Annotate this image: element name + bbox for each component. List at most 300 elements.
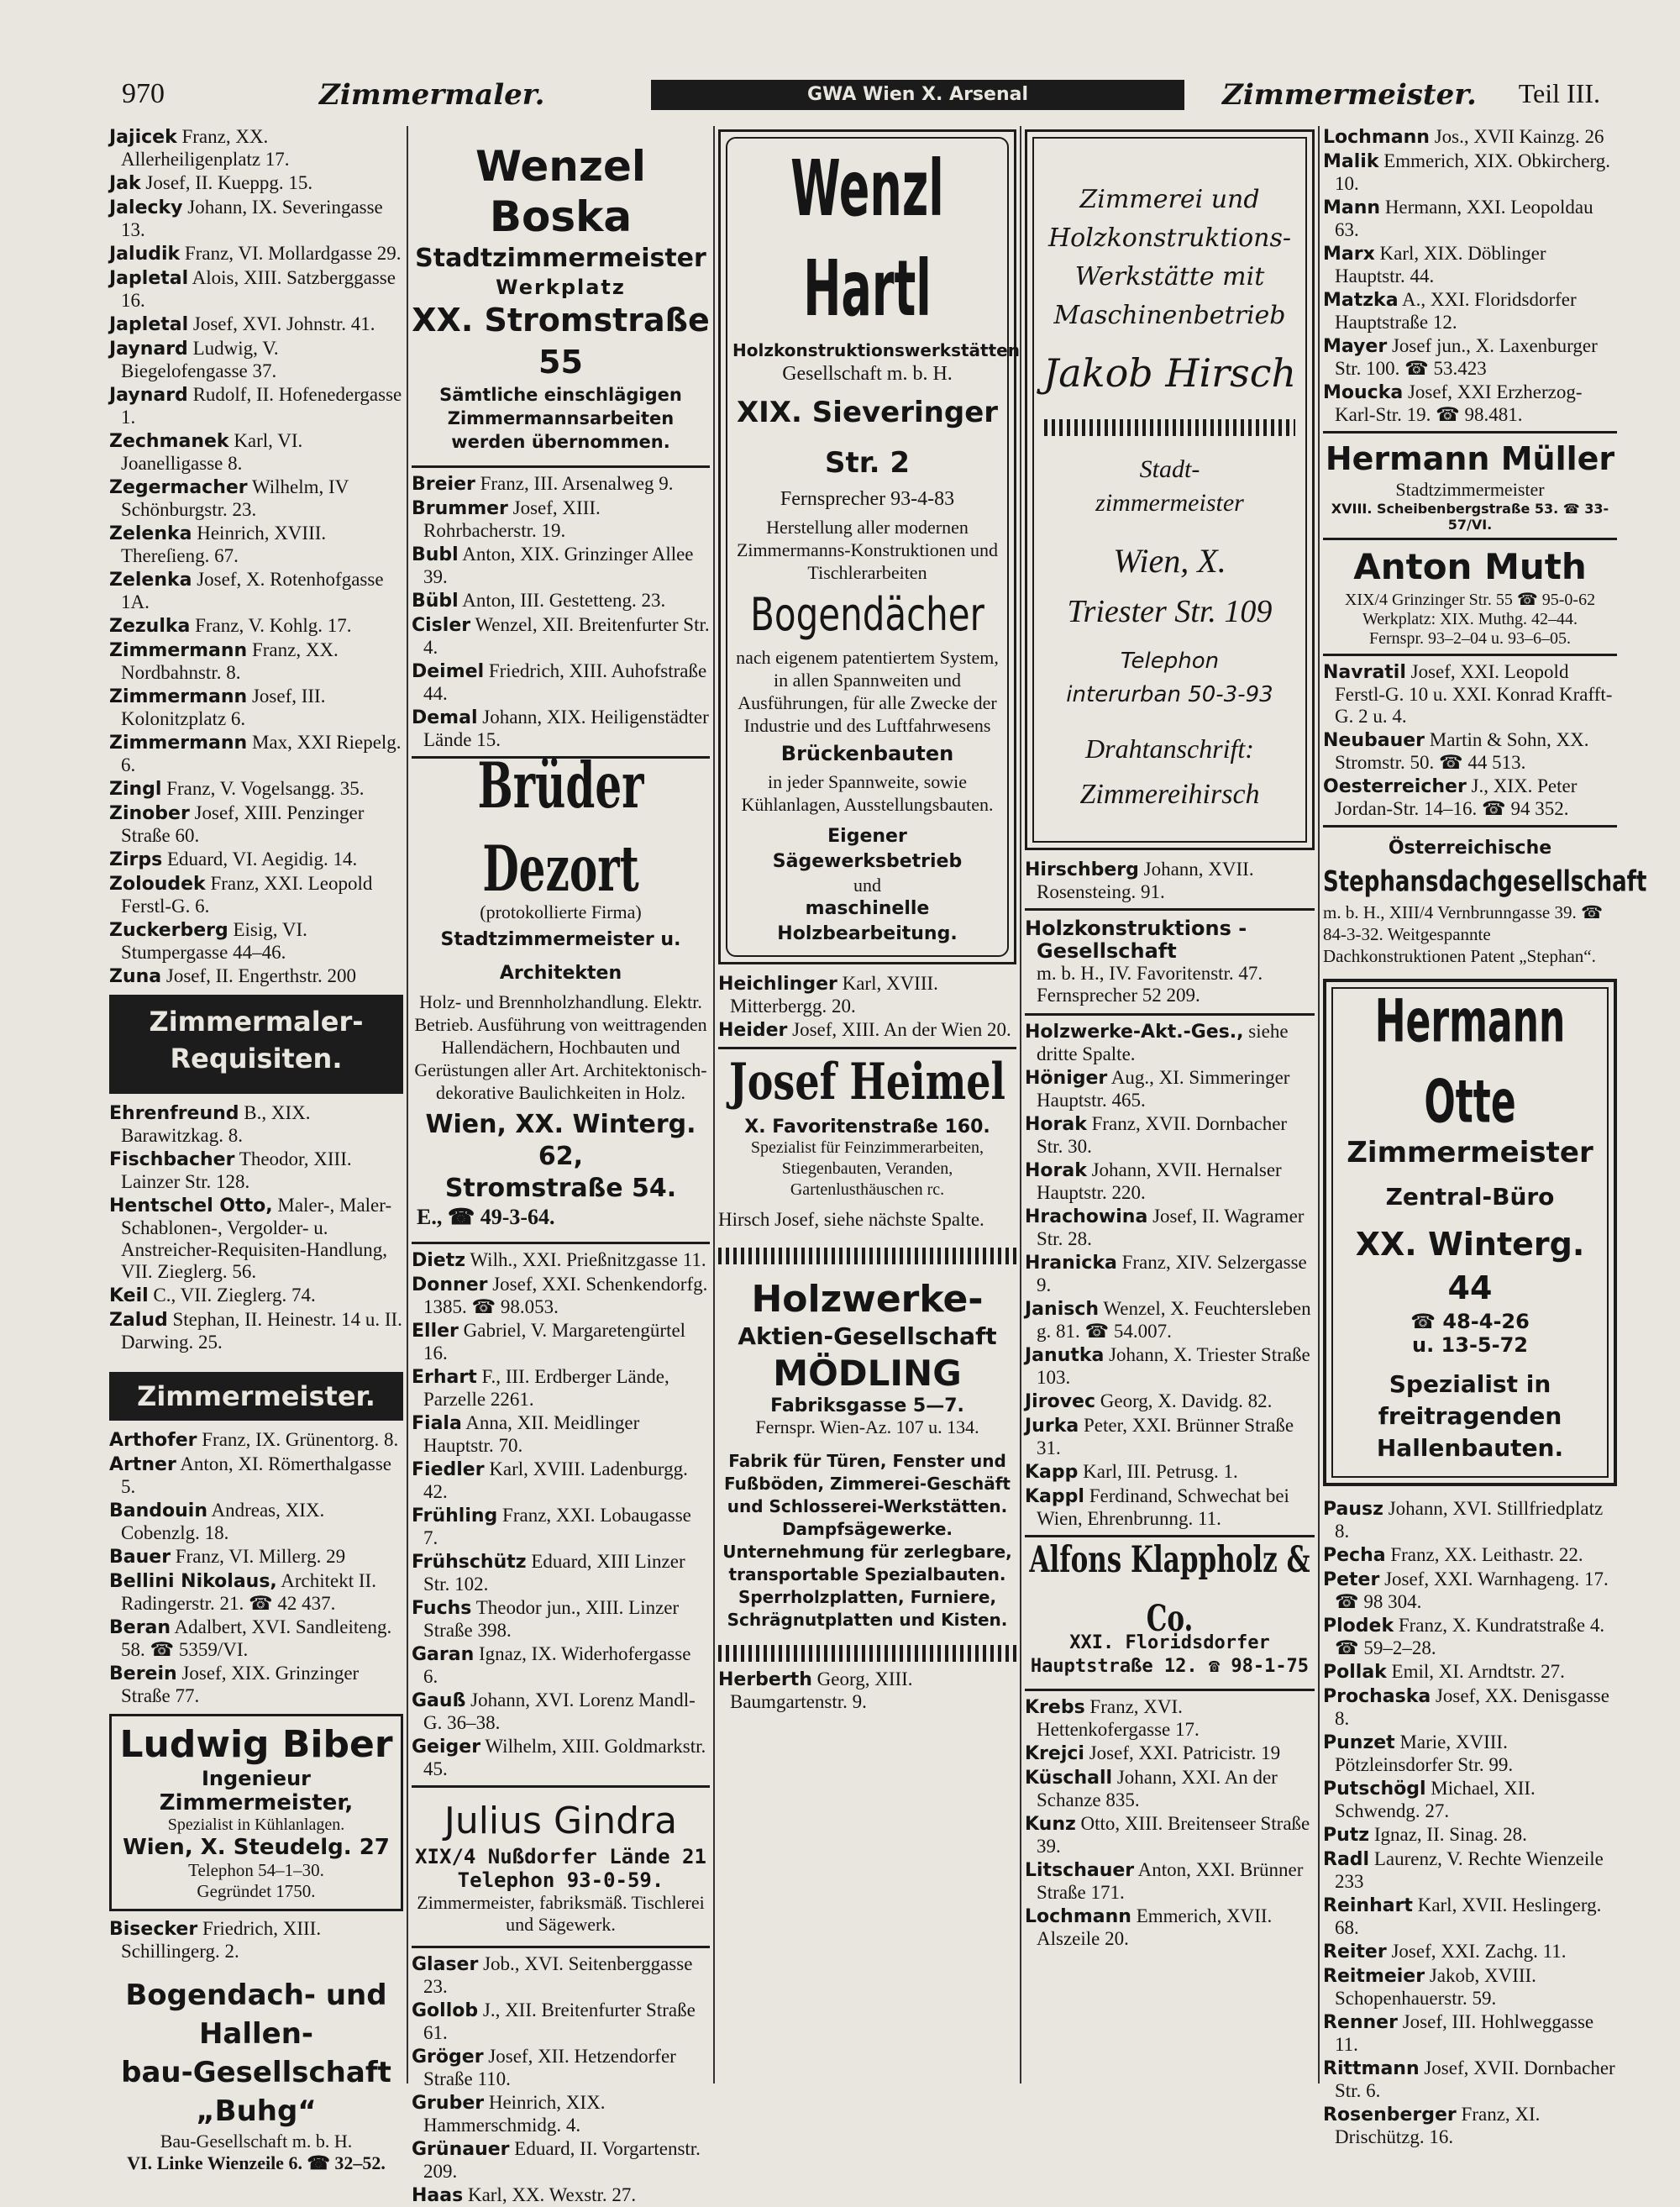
entry-name: Jaludik <box>109 244 181 265</box>
entry-name: Reitmeier <box>1323 1966 1425 1987</box>
entry-list <box>109 1429 403 1707</box>
list-item <box>1025 1113 1315 1158</box>
list-item <box>109 778 403 801</box>
entry-text: Franz, X. Kundratstraße 4. ☎ 59–2–28. <box>1335 1615 1605 1658</box>
entry-text: Josef, XVI. Johnstr. 41. <box>192 313 375 334</box>
left-running-title: Zimmermaler. <box>319 78 545 112</box>
ad-line: Fabriksgasse 5—7. <box>770 1395 964 1416</box>
entry-text: Emil, XI. Arndtstr. 27. <box>1391 1661 1565 1682</box>
entry-name: Garan <box>412 1644 475 1665</box>
divider <box>718 1047 1016 1049</box>
ad-line: Eigener Sägewerksbetrieb <box>772 826 963 872</box>
entry-name: Ehrenfreund <box>109 1103 239 1124</box>
entry-text: Wilhelm, XIII. Goldmarkstr. 45. <box>423 1736 706 1779</box>
list-item <box>412 590 710 612</box>
list-item <box>1323 1498 1617 1542</box>
entry-name: Dietz <box>412 1250 466 1271</box>
ad-line: Holzkonstruktions- <box>1047 223 1292 253</box>
entry-name: Eller <box>412 1321 459 1342</box>
ad-name: Alfons Klappholz & Co. <box>1029 1538 1310 1641</box>
column-rule <box>407 126 408 2084</box>
entry-text: Karl, XX. Wexstr. 27. <box>467 2184 637 2205</box>
entry-text: Josef, XXI. Schenkendorfg. 1385. ☎ 98.053. <box>423 1274 708 1317</box>
list-item <box>109 1285 403 1307</box>
ad-line: Fernspr. Wien-Az. 107 u. 134. <box>755 1416 979 1437</box>
entry-name: Bubl <box>412 544 459 565</box>
ad-line: Triester Str. 109 <box>1067 594 1273 629</box>
entry-name: Bauer <box>109 1547 171 1568</box>
list-item <box>109 313 403 336</box>
entry-text: Anton, XXI. Brünner Straße 171. <box>1037 1859 1304 1903</box>
ad-line: Zimmereihirsch <box>1079 779 1260 810</box>
entry-name: Grünauer <box>412 2139 510 2160</box>
entry-name: Zuna <box>109 966 162 987</box>
ad-line: ☎ 48-4-26 <box>1410 1310 1530 1333</box>
entry-name: Zinober <box>109 803 190 824</box>
ad-anton-muth <box>1323 545 1617 649</box>
entry-name: Neubauer <box>1323 730 1425 751</box>
divider <box>1025 1013 1315 1016</box>
ad-stephansdach <box>1323 834 1647 967</box>
entry-text: Johann, XVII. Rosensteing. 91. <box>1037 859 1254 902</box>
list-item <box>1323 1569 1617 1613</box>
list-item <box>109 1663 403 1707</box>
ad-ludwig-biber <box>109 1714 403 1911</box>
column-1 <box>109 126 403 2173</box>
ad-name: Wenzl Hartl <box>790 144 944 334</box>
entry-text: Heinrich, XIX. Hammerschmidg. 4. <box>423 2092 606 2136</box>
list-item <box>109 384 403 428</box>
list-item <box>1025 1390 1315 1413</box>
list-item <box>109 1570 403 1615</box>
entry-name: Mayer <box>1323 336 1388 357</box>
entry-name: Fiala <box>412 1413 462 1434</box>
entry-name: Zirps <box>109 849 163 870</box>
list-item <box>1323 126 1617 149</box>
entry-text: Ignaz, II. Sinag. 28. <box>1373 1824 1527 1845</box>
entry-text: Heinrich, XVIII. Thereſieng. 67. <box>121 523 327 566</box>
list-item <box>412 1643 710 1688</box>
ad-line: Holz- und Brennholzhandlung. Elektr. Betrieb. Ausführung von weittragenden Hallendächern, Hochbauten und Gerüstungen aller Art. Architektonisch-dekorative Baulichkeiten in Holz. <box>414 991 707 1103</box>
entry-list <box>109 126 403 988</box>
list-item <box>109 1429 403 1452</box>
ad-line: Stadtzimmermeister <box>1395 479 1545 500</box>
entry-name: Gauß <box>412 1690 466 1711</box>
entry-name: Gröger <box>412 2047 484 2068</box>
entry-text: Georg, XIII. Baumgartenstr. 9. <box>730 1668 913 1712</box>
entry-name: Fiedler <box>412 1459 485 1480</box>
entry-name: Frühling <box>412 1505 498 1527</box>
entry-name: Glaser <box>412 1954 479 1975</box>
entry-text: Aug., XI. Simmeringer Hauptstr. 465. <box>1037 1067 1290 1111</box>
entry-name: Jak <box>109 173 141 194</box>
list-item <box>1025 1696 1315 1741</box>
ad-line: Spezialist in Kühlanlagen. <box>167 1816 345 1834</box>
entry-name: Zelenka <box>109 523 192 544</box>
entry-name: Deimel <box>412 661 485 682</box>
ad-line: Stadtzimmermeister <box>415 244 706 273</box>
entry-text: Adalbert, XVI. Sandleiteng. 58. ☎ 5359/VI. <box>121 1616 392 1660</box>
list-item <box>1025 1767 1315 1811</box>
entry-text: Franz, XX. Leithastr. 22. <box>1390 1544 1583 1565</box>
divider <box>1025 908 1315 911</box>
entry-text: Josef, II. Wagramer Str. 28. <box>1037 1206 1305 1249</box>
list-item <box>109 126 403 171</box>
entry-text: Josef, XXI Erzherzog-Karl-Str. 19. ☎ 98.481. <box>1335 381 1583 425</box>
list-item <box>109 197 403 241</box>
entry-name: Erhart <box>412 1367 477 1388</box>
heading-line: Requisiten. <box>170 1043 343 1075</box>
ad-line: Aktien-Gesellschaft <box>738 1322 997 1350</box>
entry-text: Stephan, II. Heinestr. 14 u. II. Darwing. 25. <box>121 1309 402 1353</box>
entry-name: Haas <box>412 2185 464 2206</box>
entry-name: Demal <box>412 707 478 728</box>
list-item <box>412 1458 710 1503</box>
ornament-rule <box>1044 419 1295 436</box>
ad-line: Gesellschaft m. b. H. <box>782 363 953 385</box>
entry-list <box>412 1953 710 2207</box>
ad-line: Sämtliche einschlägigen Zimmermannsarbeiten werden übernommen. <box>439 385 682 452</box>
entry-name: Donner <box>412 1274 488 1295</box>
list-item <box>1323 1894 1617 1939</box>
list-item <box>412 1412 710 1457</box>
entry-name: Kapp <box>1025 1462 1079 1483</box>
list-item <box>412 1597 710 1642</box>
entry-list <box>109 1918 403 1963</box>
entry-name: Hirschberg <box>1025 859 1139 880</box>
entry-name: Navratil <box>1323 662 1406 683</box>
ad-line: Fernsprecher 93-4-83 <box>780 488 955 510</box>
ad-line: Stadtzimmermeister u. Architekten <box>440 929 681 984</box>
entry-text: Eduard, II. Vorgartenstr. 209. <box>423 2138 701 2182</box>
list-item <box>109 338 403 382</box>
entry-name: Zegermacher <box>109 477 248 498</box>
list-item <box>109 430 403 475</box>
list-item <box>1025 1905 1315 1950</box>
list-item <box>109 523 403 567</box>
entry-name: Jaynard <box>109 385 188 406</box>
entry-list <box>1025 859 1315 903</box>
entry-text: Architekt II. Radingerstr. 21. ☎ 42 437. <box>121 1570 376 1614</box>
entry-text: Franz, XVII. Dornbacher Str. 30. <box>1037 1113 1288 1157</box>
entry-text: Wenzel, XII. Breitenfurter Str. 4. <box>423 614 710 658</box>
entry-text: Josef, II. Kueppg. 15. <box>145 172 313 193</box>
list-item <box>1323 1824 1617 1847</box>
ad-line: MÖDLING <box>773 1353 962 1394</box>
entry-name: Jaynard <box>109 339 188 360</box>
ad-line: nach eigenem patentiertem System, in allen Spannweiten und Ausführungen, für alle Zwecke der Industrie und des Luftfahrwesens <box>736 647 999 736</box>
entry-text: Friedrich, XIII. Auhofstraße 44. <box>423 660 707 704</box>
entry-name: Kunz <box>1025 1814 1076 1835</box>
entry-name: Keil <box>109 1285 149 1306</box>
entry-name: Hrachowina <box>1025 1206 1148 1227</box>
divider <box>412 1946 710 1948</box>
list-item <box>109 1616 403 1661</box>
stamp-text: GWA Wien X. Arsenal <box>807 84 1028 105</box>
list-item <box>412 614 710 659</box>
ad-name: Julius Gindra <box>444 1800 678 1842</box>
list-item <box>412 2092 710 2136</box>
entry-name: Pollak <box>1323 1662 1387 1683</box>
entry-name: Bellini Nikolaus, <box>109 1571 277 1592</box>
entry-text: Karl, XVIII. Mitterbergg. 20. <box>730 973 938 1017</box>
list-item <box>109 1453 403 1498</box>
ad-wenzl-hartl <box>718 129 1020 964</box>
entry-text: Josef, XIII. Penzinger Straße 60. <box>121 802 365 846</box>
list-item <box>109 849 403 871</box>
ad-line: Österreichische <box>1388 838 1552 859</box>
ad-josef-heimel <box>718 1051 1016 1201</box>
entry-text: Franz, XXI. Lobaugasse 7. <box>423 1505 691 1548</box>
entry-name: Gollob <box>412 2000 479 2021</box>
ad-brueder-dezort <box>412 748 710 1230</box>
ad-name: Josef Heimel <box>728 1051 1006 1111</box>
divider <box>1323 431 1617 434</box>
list-item <box>1323 729 1617 774</box>
entry-name: Prochaska <box>1323 1686 1431 1707</box>
ad-line: Holzkonstruktionswerkstätten <box>732 340 1020 360</box>
entry-text: Jos., XVII Kainzg. 26 <box>1434 126 1604 147</box>
entry-text: Karl, XVII. Heslingerg. 68. <box>1335 1894 1602 1938</box>
ad-holzwerke-moedling <box>718 1278 1016 1632</box>
list-item <box>109 1500 403 1544</box>
entry-text: Gabriel, V. Margaretengürtel 16. <box>423 1320 686 1364</box>
list-item <box>1323 2104 1617 2148</box>
list-item <box>718 1668 1016 1713</box>
entry-name: Horak <box>1025 1160 1087 1181</box>
ad-name: Wenzel Boska <box>475 142 647 241</box>
list-item <box>1025 1461 1315 1484</box>
list-item <box>412 473 710 496</box>
list-item <box>109 1102 403 1147</box>
column-4 <box>1025 126 1315 2084</box>
ad-name: Hermann Otte <box>1374 987 1566 1137</box>
ad-line: XIX. Sieveringer Str. 2 <box>736 396 999 480</box>
entry-text: C., VII. Zieglerg. 74. <box>153 1285 316 1306</box>
entry-name: Krejci <box>1025 1743 1084 1764</box>
list-item <box>1025 1742 1315 1765</box>
entry-text: Franz, XX. Allerheiligenplatz 17. <box>121 126 290 170</box>
entry-text: Franz, XXI. Leopold Ferstl-G. 6. <box>121 873 373 917</box>
entry-text: Franz, V. Vogelsangg. 35. <box>166 778 365 799</box>
entry-name: Cisler <box>412 615 471 636</box>
entry-text: Josef, II. Engerthstr. 200 <box>165 965 357 986</box>
entry-name: Zelenka <box>109 570 192 591</box>
column-rule <box>713 126 715 2084</box>
entry-name: Pecha <box>1323 1545 1386 1566</box>
list-item <box>109 615 403 638</box>
ornament-rule <box>718 1248 1016 1264</box>
entry-name: Jirovec <box>1025 1391 1095 1412</box>
list-item <box>1323 2057 1617 2102</box>
entry-name: Fuchs <box>412 1598 472 1619</box>
entry-name: Pausz <box>1323 1499 1383 1520</box>
entry-text: Andreas, XIX. Cobenzlg. 18. <box>121 1500 325 1543</box>
entry-name: Geiger <box>412 1737 481 1758</box>
entry-list <box>1323 126 1617 426</box>
entry-text: Rudolf, II. Hofenedergasse 1. <box>121 384 402 428</box>
entry-name: Hentschel Otto, <box>109 1195 273 1216</box>
category-heading-zimmermeister: Zimmermeister. <box>109 1372 403 1421</box>
list-item <box>109 873 403 917</box>
divider <box>1323 538 1617 540</box>
entry-name: Höniger <box>1025 1068 1108 1089</box>
ad-line: Stephansdachgesellschaft <box>1323 865 1647 899</box>
entry-text: Johann, XIX. Heiligenstädter Lände 15. <box>423 707 709 750</box>
list-item <box>1025 1067 1315 1111</box>
ad-line: Fernspr. 93–2–04 u. 93–6–05. <box>1369 629 1571 648</box>
entry-text: Theodor jun., XIII. Linzer Straße 398. <box>423 1597 680 1641</box>
entry-text: Franz, XVI. Hettenkofergasse 17. <box>1037 1696 1200 1740</box>
entry-list <box>1025 1021 1315 1530</box>
entry-name: Gruber <box>412 2093 485 2114</box>
entry-text: Anna, XII. Meidlinger Hauptstr. 70. <box>423 1412 640 1456</box>
entry-text: Emmerich, XVII. Alszeile 20. <box>1037 1905 1273 1949</box>
entry-text: siehe dritte Spalte. <box>1037 1021 1289 1064</box>
entry-name: Heider <box>718 1020 788 1041</box>
ad-line: und <box>853 875 881 896</box>
entry-text: Martin & Sohn, XX. Stromstr. 50. ☎ 44 513. <box>1335 729 1589 773</box>
ad-line: XIX/4 Grinzinger Str. 55 ☎ 95-0-62 <box>1344 591 1596 609</box>
entry-name: Holzwerke-Akt.-Ges., <box>1025 1022 1244 1043</box>
ad-line: Spezialist für Feinzimmerarbeiten, Stiegenbauten, Veranden, Gartenlusthäuschen rc. <box>750 1138 984 1199</box>
entry-name: Japletal <box>109 314 189 335</box>
entry-text: J., XII. Breitenfurter Straße 61. <box>423 1999 696 2043</box>
list-item <box>109 732 403 776</box>
ad-line: Maschinenbetrieb <box>1053 301 1286 330</box>
list-item <box>1025 1859 1315 1904</box>
heading-line: Zimmermaler- <box>149 1006 364 1038</box>
ad-line: Telephon 93-0-59. <box>457 1868 664 1892</box>
entry-name: Reiter <box>1323 1942 1387 1963</box>
entry-name: Bandouin <box>109 1500 208 1521</box>
section-label: Teil III. <box>1518 78 1600 108</box>
list-item <box>1025 917 1315 1006</box>
column-rule <box>1020 126 1021 2084</box>
entry-text: Job., XVI. Seitenberggasse 23. <box>423 1953 693 1997</box>
entry-text: B., XIX. Barawitzkag. 8. <box>121 1102 311 1146</box>
entry-text: Franz, VI. Millerg. 29 <box>175 1546 346 1567</box>
entry-text: Max, XXI Riepelg. 6. <box>121 732 402 775</box>
ad-name: Brüder Dezort <box>477 748 644 906</box>
list-item <box>718 973 1016 1017</box>
ad-line: maschinelle Holzbearbeitung. <box>777 898 958 944</box>
ad-line: Drahtanschrift: <box>1085 733 1254 764</box>
list-item <box>109 1195 403 1283</box>
entry-name: Jajicek <box>109 127 177 148</box>
list-item <box>1323 1941 1617 1963</box>
entry-text: Josef, XII. Hetzendorfer Straße 110. <box>423 2046 676 2089</box>
divider <box>412 1242 710 1244</box>
entry-name: Lochmann <box>1025 1906 1131 1927</box>
list-item <box>1025 859 1315 903</box>
entry-text: Josef, XXI. Zachg. 11. <box>1391 1941 1567 1962</box>
entry-list <box>1323 661 1617 820</box>
list-item <box>1323 289 1617 334</box>
entry-text: Josef, XVII. Dornbacher Str. 6. <box>1335 2057 1615 2101</box>
ad-line: Zimmermeister, <box>159 1790 354 1816</box>
ad-line: Bogendach- und Hallen- <box>125 1978 387 2051</box>
list-item <box>1025 1344 1315 1389</box>
entry-text: Josef, III. Kolonitzplatz 6. <box>121 686 326 729</box>
list-item <box>1025 1813 1315 1858</box>
entry-name: Bisecker <box>109 1919 198 1940</box>
entry-text: Josef, III. Hohlweggasse 11. <box>1335 2011 1594 2055</box>
ad-line: Werkplatz: XIX. Muthg. 42–44. <box>1362 610 1578 628</box>
ad-line: Bau-Gesellschaft m. b. H. <box>160 2131 353 2152</box>
list-item <box>412 1505 710 1549</box>
entry-text: Josef, XIII. Rohrbacherstr. 19. <box>423 497 601 541</box>
list-item <box>412 1953 710 1998</box>
list-item <box>109 1546 403 1569</box>
ad-line: XVIII. Scheibenbergstraße 53. ☎ 33-57/VI. <box>1331 501 1609 533</box>
entry-text: Josef, X. Rotenhofgasse 1A. <box>121 569 384 612</box>
list-item <box>412 2184 710 2207</box>
entry-name: Plodek <box>1323 1616 1394 1637</box>
entry-name: Putschögl <box>1323 1779 1426 1800</box>
entry-name: Renner <box>1323 2012 1398 2033</box>
entry-text: Ignaz, IX. Widerhofergasse 6. <box>423 1643 691 1687</box>
ad-line: Gegründet 1750. <box>197 1881 316 1901</box>
ad-bogendach-hallenbau <box>109 1976 403 2174</box>
list-item <box>1323 197 1617 241</box>
entry-name: Zimmermann <box>109 686 248 707</box>
entry-name: Horak <box>1025 1114 1087 1135</box>
list-item <box>109 686 403 730</box>
divider <box>1323 654 1617 656</box>
entry-text: Johann, XVI. Stillfriedplatz 8. <box>1335 1498 1604 1542</box>
entry-name: Herberth <box>718 1669 812 1690</box>
entry-name: Japletal <box>109 268 189 289</box>
ad-line: in jeder Spannweite, sowie Kühlanlagen, Ausstellungsbauten. <box>741 771 994 815</box>
entry-text: Franz, XX. Nordbahnstr. 8. <box>121 639 339 683</box>
entry-name: Janisch <box>1025 1299 1100 1320</box>
list-item <box>1025 1206 1315 1250</box>
list-item <box>109 243 403 265</box>
list-item <box>1323 1685 1617 1730</box>
list-item <box>412 1366 710 1411</box>
entry-text: Ludwig, V. Biegelofengasse 37. <box>121 338 279 381</box>
entry-text: Josef, XXI. Patricistr. 19 <box>1089 1742 1281 1763</box>
entry-list <box>412 1249 710 1780</box>
entry-list <box>1323 1498 1617 2148</box>
ad-line: Wien, X. Steudelg. 27 <box>123 1835 390 1860</box>
entry-text: Theodor, XIII. Lainzer Str. 128. <box>121 1148 352 1192</box>
list-item <box>1025 1252 1315 1296</box>
list-item <box>412 1249 710 1272</box>
entry-text: Josef, XIII. An der Wien 20. <box>792 1019 1011 1040</box>
ad-line: Zimmerei und <box>1079 185 1260 214</box>
ad-line: m. b. H., XIII/4 Vernbrunngasse 39. ☎ 84-3-32. Weitgespannte Dachkonstruktionen Patent „Stephan“. <box>1323 902 1604 966</box>
ad-alfons-klappholz <box>1025 1538 1315 1679</box>
entry-name: Rosenberger <box>1323 2105 1457 2126</box>
entry-list <box>718 973 1016 1042</box>
entry-text: Maler-, Maler-Schablonen-, Vergolder- u. Anstreicher-Requisiten-Handlung, VII. Zieglerg. 56. <box>121 1195 392 1282</box>
list-item <box>1025 1159 1315 1204</box>
list-item <box>109 476 403 521</box>
list-item <box>1323 1778 1617 1822</box>
entry-text: Laurenz, V. Rechte Wienzeile 233 <box>1335 1848 1604 1892</box>
ad-line: Zimmermeister, fabriksmäß. Tischlerei und Sägewerk. <box>417 1892 705 1935</box>
running-header <box>109 63 1613 122</box>
entry-name: Zezulka <box>109 616 191 637</box>
list-item <box>1025 1415 1315 1459</box>
entry-text: F., III. Erdberger Lände, Parzelle 2261. <box>423 1366 669 1410</box>
ad-line: Zimmermeister <box>1347 1136 1593 1169</box>
column-rule <box>1318 126 1320 2084</box>
ad-line: XX. Winterg. 44 <box>1355 1226 1585 1306</box>
list-item <box>412 1999 710 2044</box>
